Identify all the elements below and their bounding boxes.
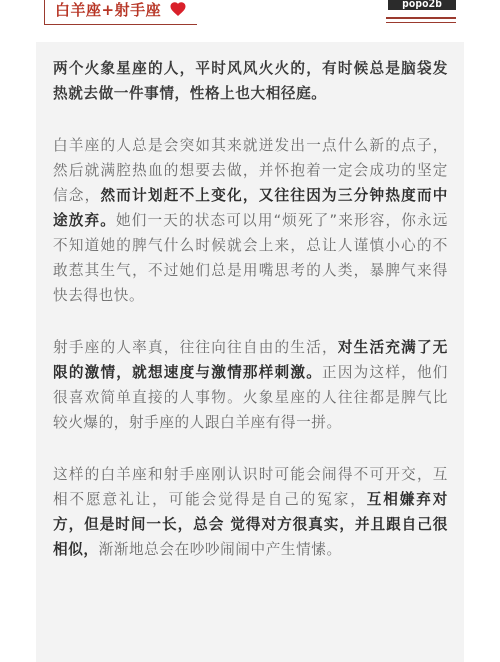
pair-text-2: 渐渐地总会在吵吵闹闹中产生情愫。 <box>98 541 342 558</box>
pair-highlight: 互相嫌弃对方，但是时间一长，总会 觉得对方很真实，并且跟自己很相似， <box>53 491 448 558</box>
page-title: 白羊座+射手座 <box>55 0 162 19</box>
aries-text-1: 白羊座的人总是会突如其来就迸发出一点什么新的点子，然后就满腔热血的想要去做，并怀抱着一定会成功的坚定信念， <box>53 137 448 204</box>
article-body <box>53 56 448 589</box>
intro-paragraph: 两个火象星座的人，平时风风火火的，有时候总是脑袋发热就去做一件事情，性格上也大相径庭。 <box>53 60 448 102</box>
aries-paragraph <box>53 133 448 308</box>
sagittarius-paragraph <box>53 335 448 435</box>
author-badge: popo2b <box>388 0 456 10</box>
header-rule <box>386 17 456 19</box>
aries-text-2: 她们一天的状态可以用“烦死了”来形容，你永远不知道她的脾气什么时候就会上来，总让人谨慎小心的不敢惹其生气，不过她们总是用嘴思考的人类，暴脾气来得快去得也快。 <box>53 212 449 304</box>
heart-icon <box>169 0 187 18</box>
header <box>0 0 500 28</box>
sagittarius-highlight: 对生活充满了无限的激情，就想速度与激情那样刺激。 <box>53 339 449 381</box>
header-rule-thin <box>386 22 456 23</box>
aries-highlight: 然而计划赶不上变化，又往往因为三分钟热度而中途放弃。 <box>53 187 448 229</box>
pair-text-1: 这样的白羊座和射手座刚认识时可能会闹得不可开交，互相不愿意礼让，可能会觉得是自己的冤家， <box>53 466 448 508</box>
sagittarius-text-1: 射手座的人率真，往往向往自由的生活， <box>53 339 338 356</box>
sagittarius-text-2: 正因为这样，他们很喜欢简单直接的人事物。火象星座的人往往都是脾气比较火爆的，射手座的人跟白羊座有得一拼。 <box>53 364 448 431</box>
title-tag <box>44 0 197 25</box>
pair-paragraph <box>53 462 448 562</box>
